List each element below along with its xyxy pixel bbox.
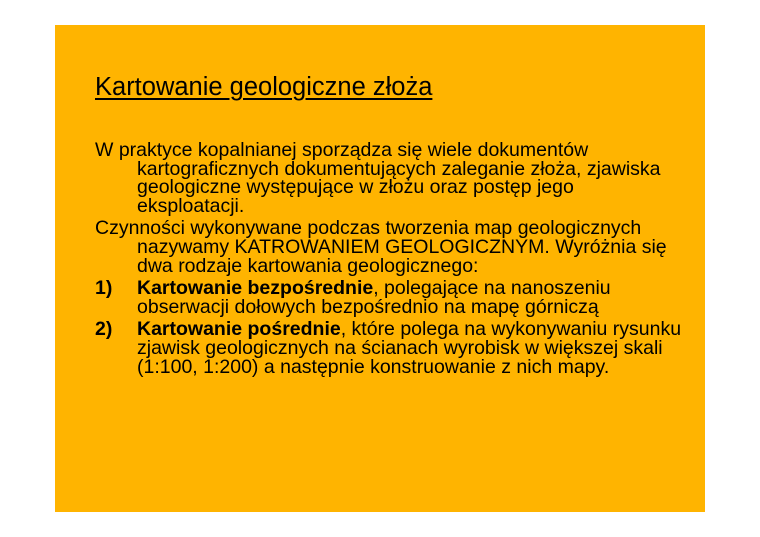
list-item-description: , polegające na nanoszeniu obserwacji dołowych bezpośrednio na mapę górniczą: [137, 277, 611, 318]
slide-body: [95, 141, 685, 380]
list-item-indirect-mapping: [95, 320, 685, 376]
slide-title: Kartowanie geologiczne złoża: [95, 73, 433, 101]
list-item-number: 2): [95, 318, 113, 341]
list-item-description: , które polega na wykonywaniu rysunku zjawisk geologicznych na ścianach wyrobisk w większej skali (1:100, 1:200) a następnie konstruowanie z nich mapy.: [137, 318, 682, 378]
list-item-term: Kartowanie pośrednie: [137, 318, 341, 341]
list-item-number: 1): [95, 277, 113, 300]
list-item-direct-mapping: [95, 279, 685, 316]
slide: [55, 25, 705, 512]
list-item-term: Kartowanie bezpośrednie: [137, 277, 374, 300]
paragraph-definition: Czynności wykonywane podczas tworzenia map geologicznych nazywamy KATROWANIEM GEOLOGICZNYM. Wyróżnia się dwa rodzaje kartowania geologicznego:: [95, 217, 667, 277]
paragraph-intro: W praktyce kopalnianej sporządza się wiele dokumentów kartograficznych dokumentujących zaleganie złoża, zjawiska geologiczne występujące w złożu oraz postęp jego eksploatacji.: [95, 139, 661, 217]
list-item-text: [137, 279, 685, 316]
list-item-text: [137, 320, 685, 376]
